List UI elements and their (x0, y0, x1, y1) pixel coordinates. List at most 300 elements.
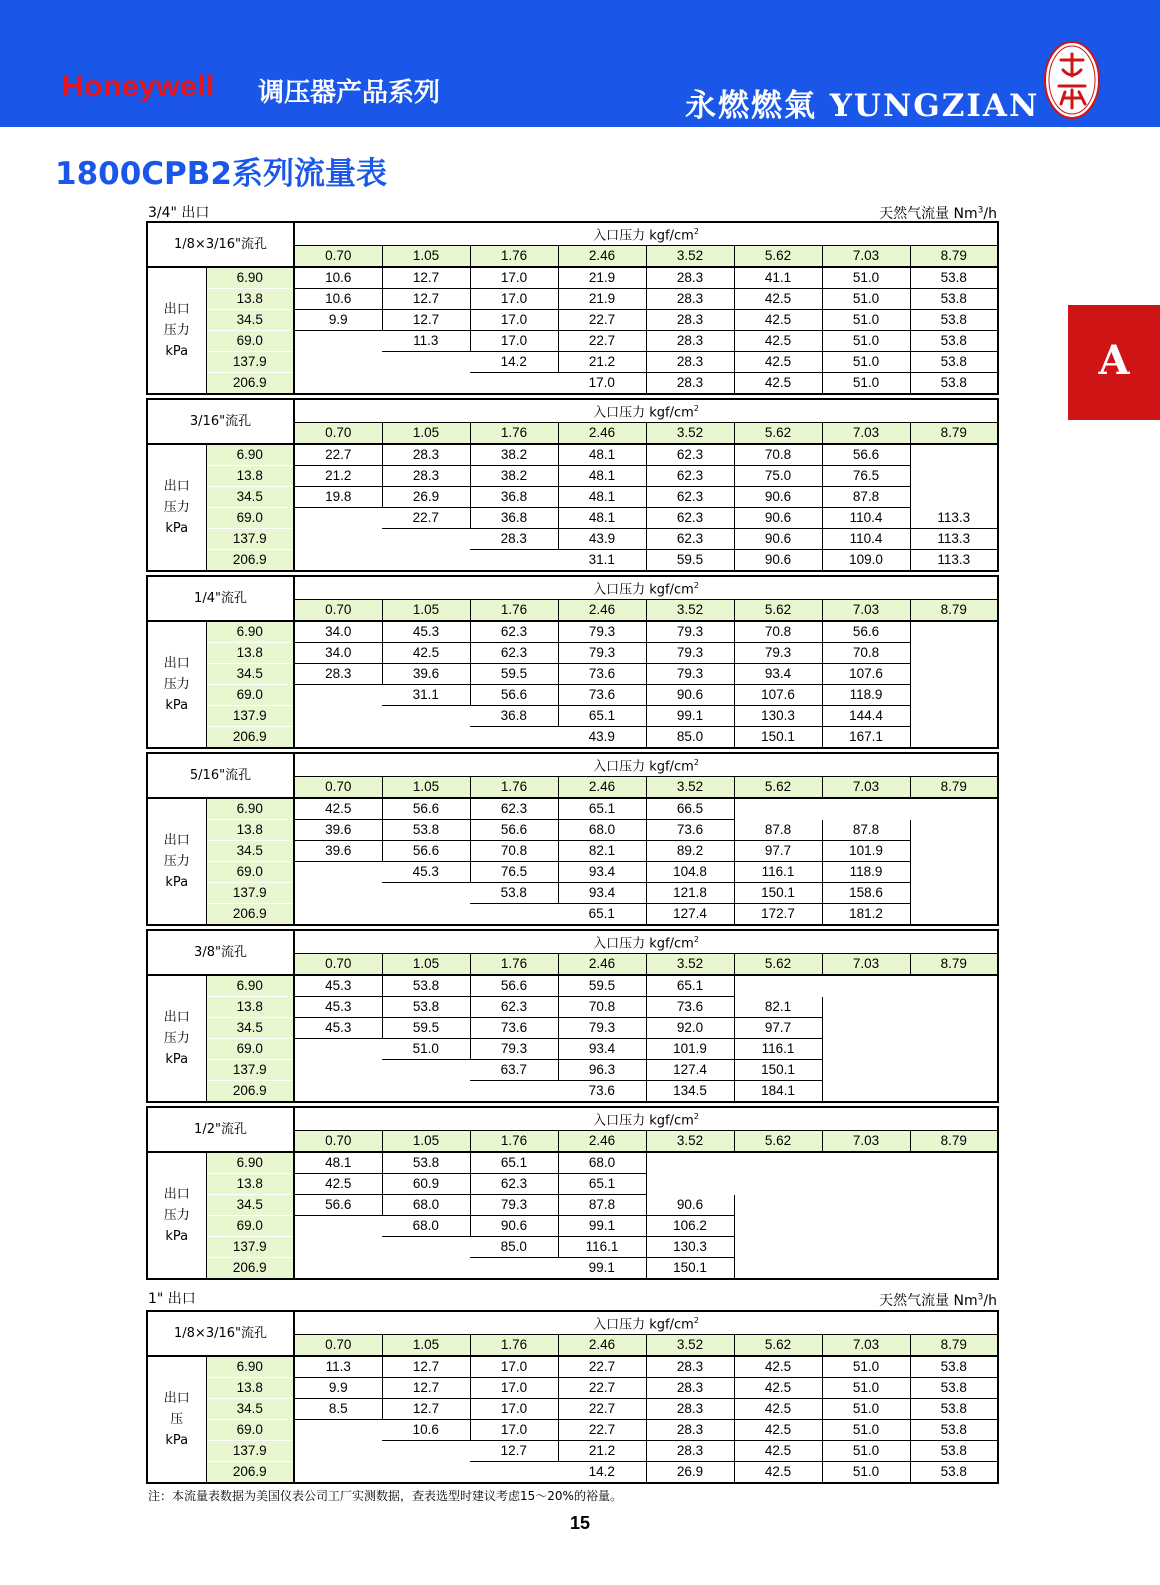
table-row (147, 1174, 998, 1195)
inlet-pressure-value: 8.79 (910, 777, 998, 799)
flow-value-cell: 28.3 (646, 1441, 734, 1462)
flow-value-cell: 62.3 (646, 529, 734, 550)
inlet-pressure-header (294, 1107, 998, 1131)
empty-cell (382, 529, 470, 550)
flow-value-cell: 65.1 (558, 904, 646, 926)
orifice-size-label: 3/16"流孔 (147, 399, 294, 444)
inlet-pressure-value: 0.70 (294, 600, 382, 622)
outlet-pressure-value: 206.9 (206, 550, 294, 572)
flow-value-cell: 68.0 (558, 820, 646, 841)
flow-value-cell: 99.1 (646, 706, 734, 727)
empty-cell (294, 1462, 382, 1484)
flow-value-cell: 99.1 (558, 1258, 646, 1280)
flow-value-cell: 62.3 (470, 1174, 558, 1195)
table-row (147, 727, 998, 749)
flow-value-cell: 9.9 (294, 1378, 382, 1399)
flow-value-cell: 10.6 (294, 289, 382, 310)
flow-value-cell: 79.3 (646, 643, 734, 664)
flow-value-cell: 73.6 (558, 685, 646, 706)
empty-cell (382, 373, 470, 395)
flow-value-cell: 79.3 (558, 643, 646, 664)
inlet-pressure-value: 1.05 (382, 1131, 470, 1153)
outlet-pressure-value: 137.9 (206, 1441, 294, 1462)
empty-cell (822, 1174, 910, 1195)
inlet-pressure-value: 3.52 (646, 423, 734, 445)
table-row (147, 1462, 998, 1484)
inlet-pressure-value: 2.46 (558, 600, 646, 622)
table-row (147, 621, 998, 643)
inlet-pressure-value: 8.79 (910, 1131, 998, 1153)
flow-value-cell: 150.1 (734, 1060, 822, 1081)
table-row (147, 1195, 998, 1216)
flow-value-cell: 31.1 (382, 685, 470, 706)
flow-value-cell: 101.9 (822, 841, 910, 862)
flow-value-cell: 79.3 (470, 1039, 558, 1060)
orifice-size-label: 5/16"流孔 (147, 753, 294, 798)
flow-value-cell: 14.2 (558, 1462, 646, 1484)
flow-value-cell: 10.6 (382, 1420, 470, 1441)
empty-cell (734, 1174, 822, 1195)
flow-value-cell: 28.3 (646, 310, 734, 331)
inlet-pressure-value: 0.70 (294, 246, 382, 268)
flow-value-cell: 97.7 (734, 1018, 822, 1039)
table-row (147, 1060, 998, 1081)
outlet-pressure-value: 137.9 (206, 1237, 294, 1258)
flow-value-cell: 53.8 (910, 310, 998, 331)
outlet-pressure-label (147, 975, 206, 1102)
flow-value-cell: 107.6 (734, 685, 822, 706)
empty-cell (822, 1237, 910, 1258)
flow-value-cell: 21.9 (558, 289, 646, 310)
flow-value-cell: 167.1 (822, 727, 910, 749)
flow-value-cell: 28.3 (470, 529, 558, 550)
flow-value-cell: 22.7 (558, 331, 646, 352)
flow-value-cell: 150.1 (734, 727, 822, 749)
inlet-pressure-sup: 2 (693, 758, 699, 767)
inlet-pressure-value: 7.03 (822, 246, 910, 268)
table-row (147, 529, 998, 550)
flow-value-cell: 39.6 (294, 841, 382, 862)
table-row (147, 1420, 998, 1441)
outlet-pressure-label-line: 出口 (163, 833, 190, 849)
inlet-pressure-sup: 2 (693, 935, 699, 944)
flow-value-cell: 12.7 (382, 1378, 470, 1399)
flow-value-cell: 56.6 (382, 798, 470, 820)
empty-cell (910, 862, 998, 883)
inlet-pressure-value: 5.62 (734, 954, 822, 976)
flow-value-cell: 113.3 (910, 550, 998, 572)
product-series-title: 调压器产品系列 (258, 78, 441, 108)
empty-cell (910, 643, 998, 664)
empty-cell (734, 798, 822, 820)
outlet-pressure-value: 6.90 (206, 975, 294, 997)
outlet-pressure-value: 13.8 (206, 289, 294, 310)
empty-cell (910, 706, 998, 727)
page-title: 1800CPB2系列流量表 (55, 156, 387, 192)
inlet-pressure-value: 3.52 (646, 1131, 734, 1153)
outlet-pressure-label-line: 出口 (163, 302, 190, 318)
empty-cell (910, 621, 998, 643)
inlet-pressure-header (294, 930, 998, 954)
outlet-pressure-label-line: 出口 (163, 479, 190, 495)
outlet-pressure-value: 6.90 (206, 798, 294, 820)
inlet-pressure-value: 8.79 (910, 246, 998, 268)
flow-value-cell: 93.4 (558, 862, 646, 883)
table-row (147, 550, 998, 572)
header-banner (0, 0, 1160, 127)
outlet-pressure-value: 69.0 (206, 685, 294, 706)
flow-value-cell: 31.1 (558, 550, 646, 572)
flow-value-cell: 93.4 (558, 883, 646, 904)
empty-cell (910, 685, 998, 706)
flow-value-cell: 10.6 (294, 267, 382, 289)
empty-cell (382, 1441, 470, 1462)
flow-value-cell: 51.0 (822, 1441, 910, 1462)
outlet-pressure-value: 13.8 (206, 1174, 294, 1195)
table-row (147, 664, 998, 685)
flow-value-cell: 127.4 (646, 904, 734, 926)
flow-value-cell: 51.0 (822, 289, 910, 310)
flow-value-cell: 42.5 (734, 1441, 822, 1462)
empty-cell (470, 1462, 558, 1484)
flow-value-cell: 22.7 (558, 1356, 646, 1378)
inlet-pressure-header (294, 399, 998, 423)
flow-value-cell: 73.6 (558, 1081, 646, 1103)
flow-value-cell: 42.5 (734, 331, 822, 352)
flow-value-cell: 43.9 (558, 529, 646, 550)
empty-cell (294, 1081, 382, 1103)
flow-value-cell: 28.3 (646, 331, 734, 352)
inlet-pressure-value: 3.52 (646, 777, 734, 799)
flow-value-cell: 184.1 (734, 1081, 822, 1103)
empty-cell (382, 727, 470, 749)
empty-cell (382, 1081, 470, 1103)
flow-value-cell: 22.7 (558, 1420, 646, 1441)
flow-value-cell: 87.8 (734, 820, 822, 841)
flow-value-cell: 45.3 (382, 862, 470, 883)
flow-unit-sup: 3 (977, 205, 984, 216)
table-row (147, 1441, 998, 1462)
inlet-pressure-sup: 2 (693, 1316, 699, 1325)
flow-value-cell: 42.5 (382, 643, 470, 664)
flow-value-cell: 79.3 (646, 664, 734, 685)
outlet-pressure-value: 13.8 (206, 1378, 294, 1399)
outlet-size-label: 1" 出口 (148, 1291, 196, 1307)
inlet-pressure-value: 7.03 (822, 777, 910, 799)
outlet-pressure-label-line: 压 (170, 1412, 184, 1428)
orifice-size-label: 1/2"流孔 (147, 1107, 294, 1152)
outlet-pressure-value: 69.0 (206, 331, 294, 352)
outlet-pressure-value: 6.90 (206, 444, 294, 466)
flow-value-cell: 48.1 (558, 508, 646, 529)
flow-value-cell: 70.8 (734, 444, 822, 466)
table-row (147, 1018, 998, 1039)
outlet-pressure-value: 137.9 (206, 883, 294, 904)
flow-value-cell: 116.1 (558, 1237, 646, 1258)
flow-value-cell: 90.6 (734, 487, 822, 508)
flow-value-cell: 113.3 (910, 508, 998, 529)
outlet-pressure-value: 137.9 (206, 352, 294, 373)
outlet-pressure-value: 34.5 (206, 1399, 294, 1420)
empty-cell (294, 904, 382, 926)
empty-cell (470, 727, 558, 749)
orifice-size-label: 1/4"流孔 (147, 576, 294, 621)
flow-value-cell: 11.3 (294, 1356, 382, 1378)
flow-value-cell: 42.5 (734, 289, 822, 310)
flow-value-cell: 53.8 (382, 997, 470, 1018)
flow-value-cell: 65.1 (646, 975, 734, 997)
flow-value-cell: 65.1 (558, 706, 646, 727)
inlet-pressure-value: 5.62 (734, 777, 822, 799)
flow-value-cell: 26.9 (382, 487, 470, 508)
flow-value-cell: 116.1 (734, 1039, 822, 1060)
outlet-pressure-label-line: 压力 (163, 854, 190, 870)
inlet-pressure-sup: 2 (693, 404, 699, 413)
flow-value-cell: 53.8 (910, 1399, 998, 1420)
flow-value-cell: 51.0 (822, 373, 910, 395)
outlet-pressure-label-line: kPa (165, 698, 189, 714)
flow-value-cell: 11.3 (382, 331, 470, 352)
flow-value-cell: 51.0 (382, 1039, 470, 1060)
flow-value-cell: 62.3 (470, 798, 558, 820)
inlet-pressure-value: 5.62 (734, 1131, 822, 1153)
empty-cell (294, 508, 382, 529)
company-name: 永燃燃氣 YUNGZIAN (685, 88, 1040, 124)
flow-value-cell: 42.5 (734, 1356, 822, 1378)
flow-value-cell: 43.9 (558, 727, 646, 749)
flow-value-cell: 51.0 (822, 267, 910, 289)
flow-unit-tail: /h (983, 206, 997, 222)
flow-value-cell: 28.3 (382, 466, 470, 487)
empty-cell (822, 1216, 910, 1237)
flow-value-cell: 79.3 (646, 621, 734, 643)
table-row (147, 904, 998, 926)
flow-value-cell: 92.0 (646, 1018, 734, 1039)
empty-cell (294, 1441, 382, 1462)
flow-value-cell: 134.5 (646, 1081, 734, 1103)
flow-value-cell: 17.0 (470, 267, 558, 289)
empty-cell (294, 883, 382, 904)
inlet-pressure-value: 7.03 (822, 1131, 910, 1153)
flow-value-cell: 130.3 (646, 1237, 734, 1258)
flow-value-cell: 68.0 (382, 1216, 470, 1237)
inlet-pressure-value: 7.03 (822, 600, 910, 622)
flow-value-cell: 28.3 (646, 1420, 734, 1441)
inlet-pressure-value: 8.79 (910, 954, 998, 976)
flow-value-cell: 39.6 (294, 820, 382, 841)
outlet-pressure-label-line: kPa (165, 1052, 189, 1068)
flow-value-cell: 53.8 (470, 883, 558, 904)
outlet-pressure-label-line: 出口 (163, 1010, 190, 1026)
flow-value-cell: 22.7 (294, 444, 382, 466)
outlet-pressure-value: 137.9 (206, 1060, 294, 1081)
section-tab (1068, 305, 1160, 420)
empty-cell (294, 1420, 382, 1441)
outlet-pressure-label (147, 267, 206, 394)
flow-value-cell: 12.7 (382, 289, 470, 310)
empty-cell (294, 727, 382, 749)
flow-unit-label (760, 1290, 997, 1310)
empty-cell (382, 1258, 470, 1280)
outlet-pressure-value: 34.5 (206, 1195, 294, 1216)
outlet-pressure-value: 69.0 (206, 1039, 294, 1060)
empty-cell (382, 550, 470, 572)
inlet-pressure-value: 1.76 (470, 1335, 558, 1357)
flow-value-cell: 42.5 (734, 1378, 822, 1399)
flow-value-cell: 42.5 (294, 1174, 382, 1195)
table-row (147, 841, 998, 862)
flow-value-cell: 53.8 (382, 975, 470, 997)
empty-cell (294, 685, 382, 706)
flow-value-cell: 73.6 (470, 1018, 558, 1039)
empty-cell (382, 1237, 470, 1258)
flow-value-cell: 28.3 (646, 267, 734, 289)
flow-value-cell: 85.0 (646, 727, 734, 749)
table-row (147, 487, 998, 508)
empty-cell (470, 1258, 558, 1280)
flow-value-cell: 93.4 (558, 1039, 646, 1060)
brand-logo: Honeywell (62, 70, 215, 103)
flow-value-cell: 68.0 (558, 1152, 646, 1174)
flow-value-cell: 48.1 (558, 444, 646, 466)
flow-value-cell: 56.6 (822, 444, 910, 466)
flow-value-cell: 12.7 (382, 267, 470, 289)
orifice-size-label: 1/8×3/16"流孔 (147, 222, 294, 267)
section-tab-label: A (1098, 337, 1130, 384)
flow-value-cell: 59.5 (382, 1018, 470, 1039)
flow-value-cell: 53.8 (910, 352, 998, 373)
flow-value-cell: 116.1 (734, 862, 822, 883)
flow-value-cell: 53.8 (910, 1356, 998, 1378)
flow-value-cell: 65.1 (558, 798, 646, 820)
orifice-size-label: 1/8×3/16"流孔 (147, 1311, 294, 1356)
flow-value-cell: 45.3 (294, 997, 382, 1018)
empty-cell (294, 529, 382, 550)
page-number: 15 (569, 1513, 591, 1533)
flow-value-cell: 60.9 (382, 1174, 470, 1195)
flow-value-cell: 62.3 (646, 466, 734, 487)
inlet-pressure-value: 1.05 (382, 600, 470, 622)
flow-value-cell: 36.8 (470, 706, 558, 727)
flow-value-cell: 150.1 (646, 1258, 734, 1280)
empty-cell (910, 1018, 998, 1039)
flow-value-cell: 28.3 (646, 289, 734, 310)
inlet-pressure-value: 5.62 (734, 423, 822, 445)
outlet-pressure-label-line: kPa (165, 1433, 189, 1449)
flow-value-cell: 12.7 (470, 1441, 558, 1462)
flow-value-cell: 17.0 (470, 1399, 558, 1420)
flow-value-cell: 101.9 (646, 1039, 734, 1060)
empty-cell (470, 1081, 558, 1103)
flow-value-cell: 79.3 (558, 1018, 646, 1039)
flow-value-cell: 51.0 (822, 1399, 910, 1420)
empty-cell (822, 1060, 910, 1081)
outlet-pressure-label-line: kPa (165, 344, 189, 360)
flow-value-cell: 121.8 (646, 883, 734, 904)
outlet-pressure-value: 69.0 (206, 508, 294, 529)
inlet-pressure-value: 5.62 (734, 1335, 822, 1357)
outlet-pressure-value: 6.90 (206, 1152, 294, 1174)
flow-value-cell: 45.3 (382, 621, 470, 643)
empty-cell (822, 1039, 910, 1060)
flow-value-cell: 90.6 (470, 1216, 558, 1237)
flow-value-cell: 70.8 (822, 643, 910, 664)
empty-cell (382, 1462, 470, 1484)
flow-value-cell: 17.0 (470, 331, 558, 352)
empty-cell (822, 1195, 910, 1216)
empty-cell (910, 1039, 998, 1060)
flow-value-cell: 8.5 (294, 1399, 382, 1420)
empty-cell (910, 727, 998, 749)
table-row (147, 883, 998, 904)
outlet-pressure-label-line: 压力 (163, 323, 190, 339)
flow-value-cell: 48.1 (558, 466, 646, 487)
inlet-pressure-value: 0.70 (294, 1131, 382, 1153)
empty-cell (294, 1039, 382, 1060)
inlet-pressure-value: 3.52 (646, 1335, 734, 1357)
flow-value-cell: 53.8 (910, 1420, 998, 1441)
flow-value-cell: 12.7 (382, 310, 470, 331)
flow-value-cell: 28.3 (646, 1378, 734, 1399)
empty-cell (910, 997, 998, 1018)
empty-cell (294, 1237, 382, 1258)
table-row (147, 310, 998, 331)
outlet-pressure-value: 34.5 (206, 664, 294, 685)
inlet-pressure-value: 8.79 (910, 600, 998, 622)
outlet-pressure-value: 6.90 (206, 267, 294, 289)
flow-value-cell: 59.5 (646, 550, 734, 572)
flow-value-cell: 28.3 (294, 664, 382, 685)
flow-value-cell: 66.5 (646, 798, 734, 820)
empty-cell (910, 883, 998, 904)
flow-value-cell: 51.0 (822, 352, 910, 373)
table-row (147, 1152, 998, 1174)
empty-cell (910, 1195, 998, 1216)
flow-value-cell: 53.8 (910, 1462, 998, 1484)
outlet-pressure-value: 34.5 (206, 487, 294, 508)
flow-value-cell: 28.3 (646, 1356, 734, 1378)
flow-value-cell: 90.6 (734, 529, 822, 550)
empty-cell (910, 798, 998, 820)
empty-cell (734, 1216, 822, 1237)
flow-value-cell: 36.8 (470, 508, 558, 529)
flow-value-cell: 107.6 (822, 664, 910, 685)
flow-value-cell: 17.0 (470, 1420, 558, 1441)
flow-value-cell: 36.8 (470, 487, 558, 508)
inlet-pressure-header (294, 753, 998, 777)
inlet-pressure-value: 1.76 (470, 1131, 558, 1153)
table-row (147, 1378, 998, 1399)
flow-value-cell: 22.7 (382, 508, 470, 529)
outlet-pressure-label (147, 1152, 206, 1279)
outlet-pressure-value: 6.90 (206, 1356, 294, 1378)
empty-cell (910, 1216, 998, 1237)
empty-cell (910, 975, 998, 997)
inlet-pressure-value: 8.79 (910, 1335, 998, 1357)
flow-value-cell: 48.1 (294, 1152, 382, 1174)
flow-value-cell: 53.8 (910, 1441, 998, 1462)
inlet-pressure-sup: 2 (693, 227, 699, 236)
inlet-pressure-value: 0.70 (294, 954, 382, 976)
table-row (147, 466, 998, 487)
flow-value-cell: 28.3 (382, 444, 470, 466)
flow-value-cell: 22.7 (558, 1378, 646, 1399)
flow-value-cell: 73.6 (646, 997, 734, 1018)
flow-value-cell: 53.8 (910, 1378, 998, 1399)
inlet-pressure-value: 3.52 (646, 600, 734, 622)
empty-cell (382, 352, 470, 373)
flow-value-cell: 87.8 (558, 1195, 646, 1216)
